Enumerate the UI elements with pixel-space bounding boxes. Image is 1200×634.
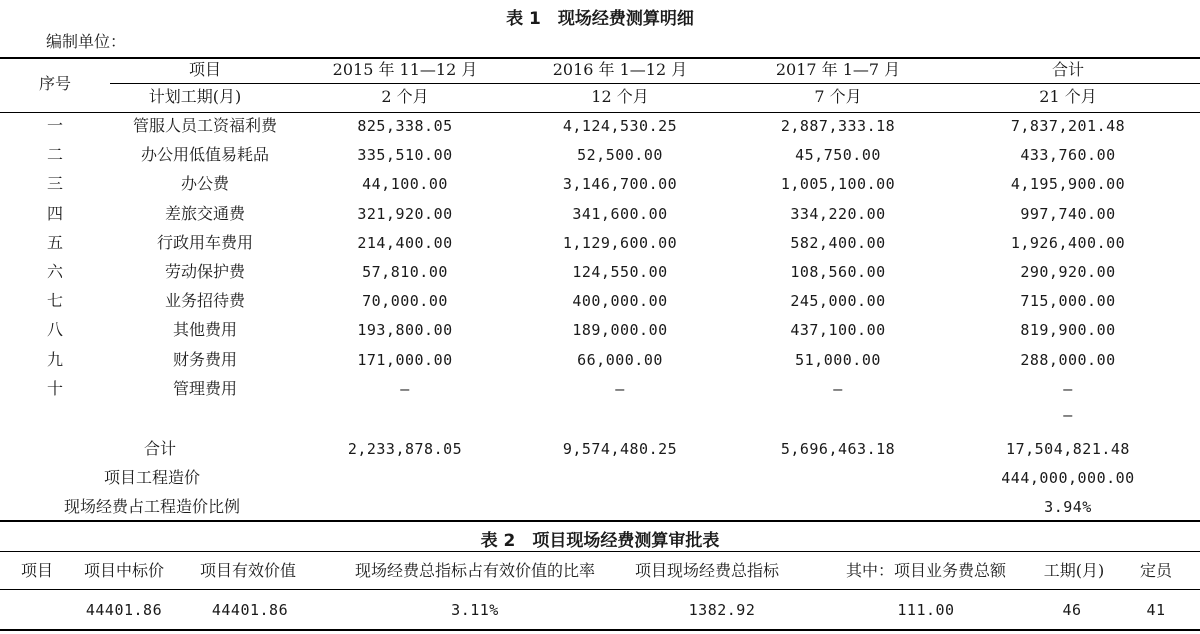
row-value: 66,000.00 [577,350,663,369]
row-value: 4,124,530.25 [562,117,678,135]
row-value: 108,560.00 [790,263,886,281]
t2-value-effective-value: 44401.86 [211,601,289,619]
t2-value-ratio: 3.11% [451,601,499,619]
row-value: 437,100.00 [790,321,886,340]
row-value: — [615,379,625,398]
header-col-2016: 2016 年 1—12 月 [552,60,688,79]
total-label: 合计 [143,439,177,458]
row-seq: 二 [46,145,64,165]
header-months-total: 21 个月 [1039,87,1097,106]
total-2015: 2,233,878.05 [347,440,463,458]
header-months-2016: 12 个月 [591,87,649,106]
total-sum: 17,504,821.48 [1006,440,1130,458]
row-value: 3,146,700.00 [562,175,678,194]
row-seq: 八 [46,320,64,340]
header-months-2015: 2 个月 [381,87,429,106]
row-value: 825,338.05 [357,117,453,135]
row-name: 业务招待费 [164,291,246,311]
row-value: 819,900.00 [1020,321,1116,340]
row-name: 行政用车费用 [156,232,254,252]
row-value: 7,837,201.48 [1010,117,1126,135]
t2-value-period: 46 [1062,601,1082,619]
row-seq: 七 [46,291,64,311]
row-seq: 九 [46,349,64,369]
table1-bottom-rule [0,520,1200,522]
row-value: 214,400.00 [357,233,453,252]
header-item: 项目 [188,60,222,79]
header-col-total: 合计 [1051,60,1085,79]
total-2017: 5,696,463.18 [780,440,896,458]
row-seq: 四 [46,203,64,223]
header-period: 计划工期(月) [148,87,242,106]
t2-value-staff: 41 [1146,601,1166,619]
row-value: 1,129,600.00 [562,233,678,252]
ratio-label: 现场经费占工程造价比例 [63,497,241,516]
t2-value-total-index: 1382.92 [688,601,756,619]
header-col-2015: 2015 年 11—12 月 [332,60,478,79]
row-value: 715,000.00 [1020,292,1116,311]
row-value: 288,000.00 [1020,350,1116,369]
t2-header-bid-price: 项目中标价 [83,561,165,580]
table1-top-rule [0,57,1200,59]
row-value: 1,926,400.00 [1010,233,1126,252]
compiler-label: 编制单位： [46,32,127,51]
header-divider [110,83,1200,84]
extra-dash: — [1063,406,1073,424]
cost-value: 444,000,000.00 [1001,469,1135,487]
row-seq: 三 [46,174,64,194]
row-value: 45,750.00 [795,146,881,165]
header-months-2017: 7 个月 [814,87,862,106]
table2-top-rule [0,551,1200,552]
row-name: 管理费用 [172,378,238,398]
row-name: 其他费用 [172,320,238,340]
row-value: 321,920.00 [357,204,453,223]
row-name: 办公费 [180,174,230,194]
row-value: — [833,379,843,398]
row-value: 433,760.00 [1020,146,1116,165]
header-bottom-rule [0,112,1200,113]
row-value: 341,600.00 [572,204,668,223]
table2-bottom-rule [0,629,1200,631]
row-seq: 五 [46,232,64,252]
row-value: 189,000.00 [572,321,668,340]
header-col-2017: 2017 年 1—7 月 [775,60,901,79]
t2-value-business-fee: 111.00 [897,601,955,619]
row-name: 差旅交通费 [164,203,246,223]
row-value: 290,920.00 [1020,263,1116,281]
row-value: 193,800.00 [357,321,453,340]
t2-header-business-fee: 其中：项目业务费总额 [845,561,1007,580]
row-value: 582,400.00 [790,233,886,252]
row-value: 335,510.00 [357,146,453,165]
header-seq: 序号 [38,74,72,93]
t2-header-period: 工期(月) [1043,561,1105,580]
row-name: 管服人员工资福利费 [132,116,278,135]
row-seq: 一 [46,116,64,135]
row-value: 2,887,333.18 [780,117,896,135]
row-value: 400,000.00 [572,292,668,311]
row-value: 171,000.00 [357,350,453,369]
row-value: 1,005,100.00 [780,175,896,194]
row-value: 4,195,900.00 [1010,175,1126,194]
table1-caption: 表 1 现场经费测算明细 [506,9,694,29]
row-seq: 六 [46,262,64,281]
cost-label: 项目工程造价 [103,468,201,487]
total-2016: 9,574,480.25 [562,440,678,458]
t2-header-ratio: 现场经费总指标占有效价值的比率 [354,561,596,580]
t2-value-bid-price: 44401.86 [85,601,163,619]
row-value: 124,550.00 [572,263,668,281]
row-value: — [400,379,410,398]
t2-header-project: 项目 [20,561,54,580]
row-value: 334,220.00 [790,204,886,223]
t2-header-total-index: 项目现场经费总指标 [634,561,780,580]
t2-header-effective-value: 项目有效价值 [199,561,297,580]
t2-header-staff: 定员 [1139,561,1173,580]
row-value: 44,100.00 [362,175,448,194]
row-value: 51,000.00 [795,350,881,369]
row-name: 办公用低值易耗品 [140,145,270,165]
row-name: 财务费用 [172,349,238,369]
row-value: 52,500.00 [577,146,663,165]
row-value: 997,740.00 [1020,204,1116,223]
row-value: — [1063,379,1073,398]
table2-header-rule [0,589,1200,590]
row-value: 57,810.00 [362,263,448,281]
row-value: 245,000.00 [790,292,886,311]
ratio-value: 3.94% [1044,498,1092,516]
table2-caption: 表 2 项目现场经费测算审批表 [480,531,720,551]
row-name: 劳动保护费 [164,262,246,281]
row-seq: 十 [46,378,64,398]
row-value: 70,000.00 [362,292,448,311]
